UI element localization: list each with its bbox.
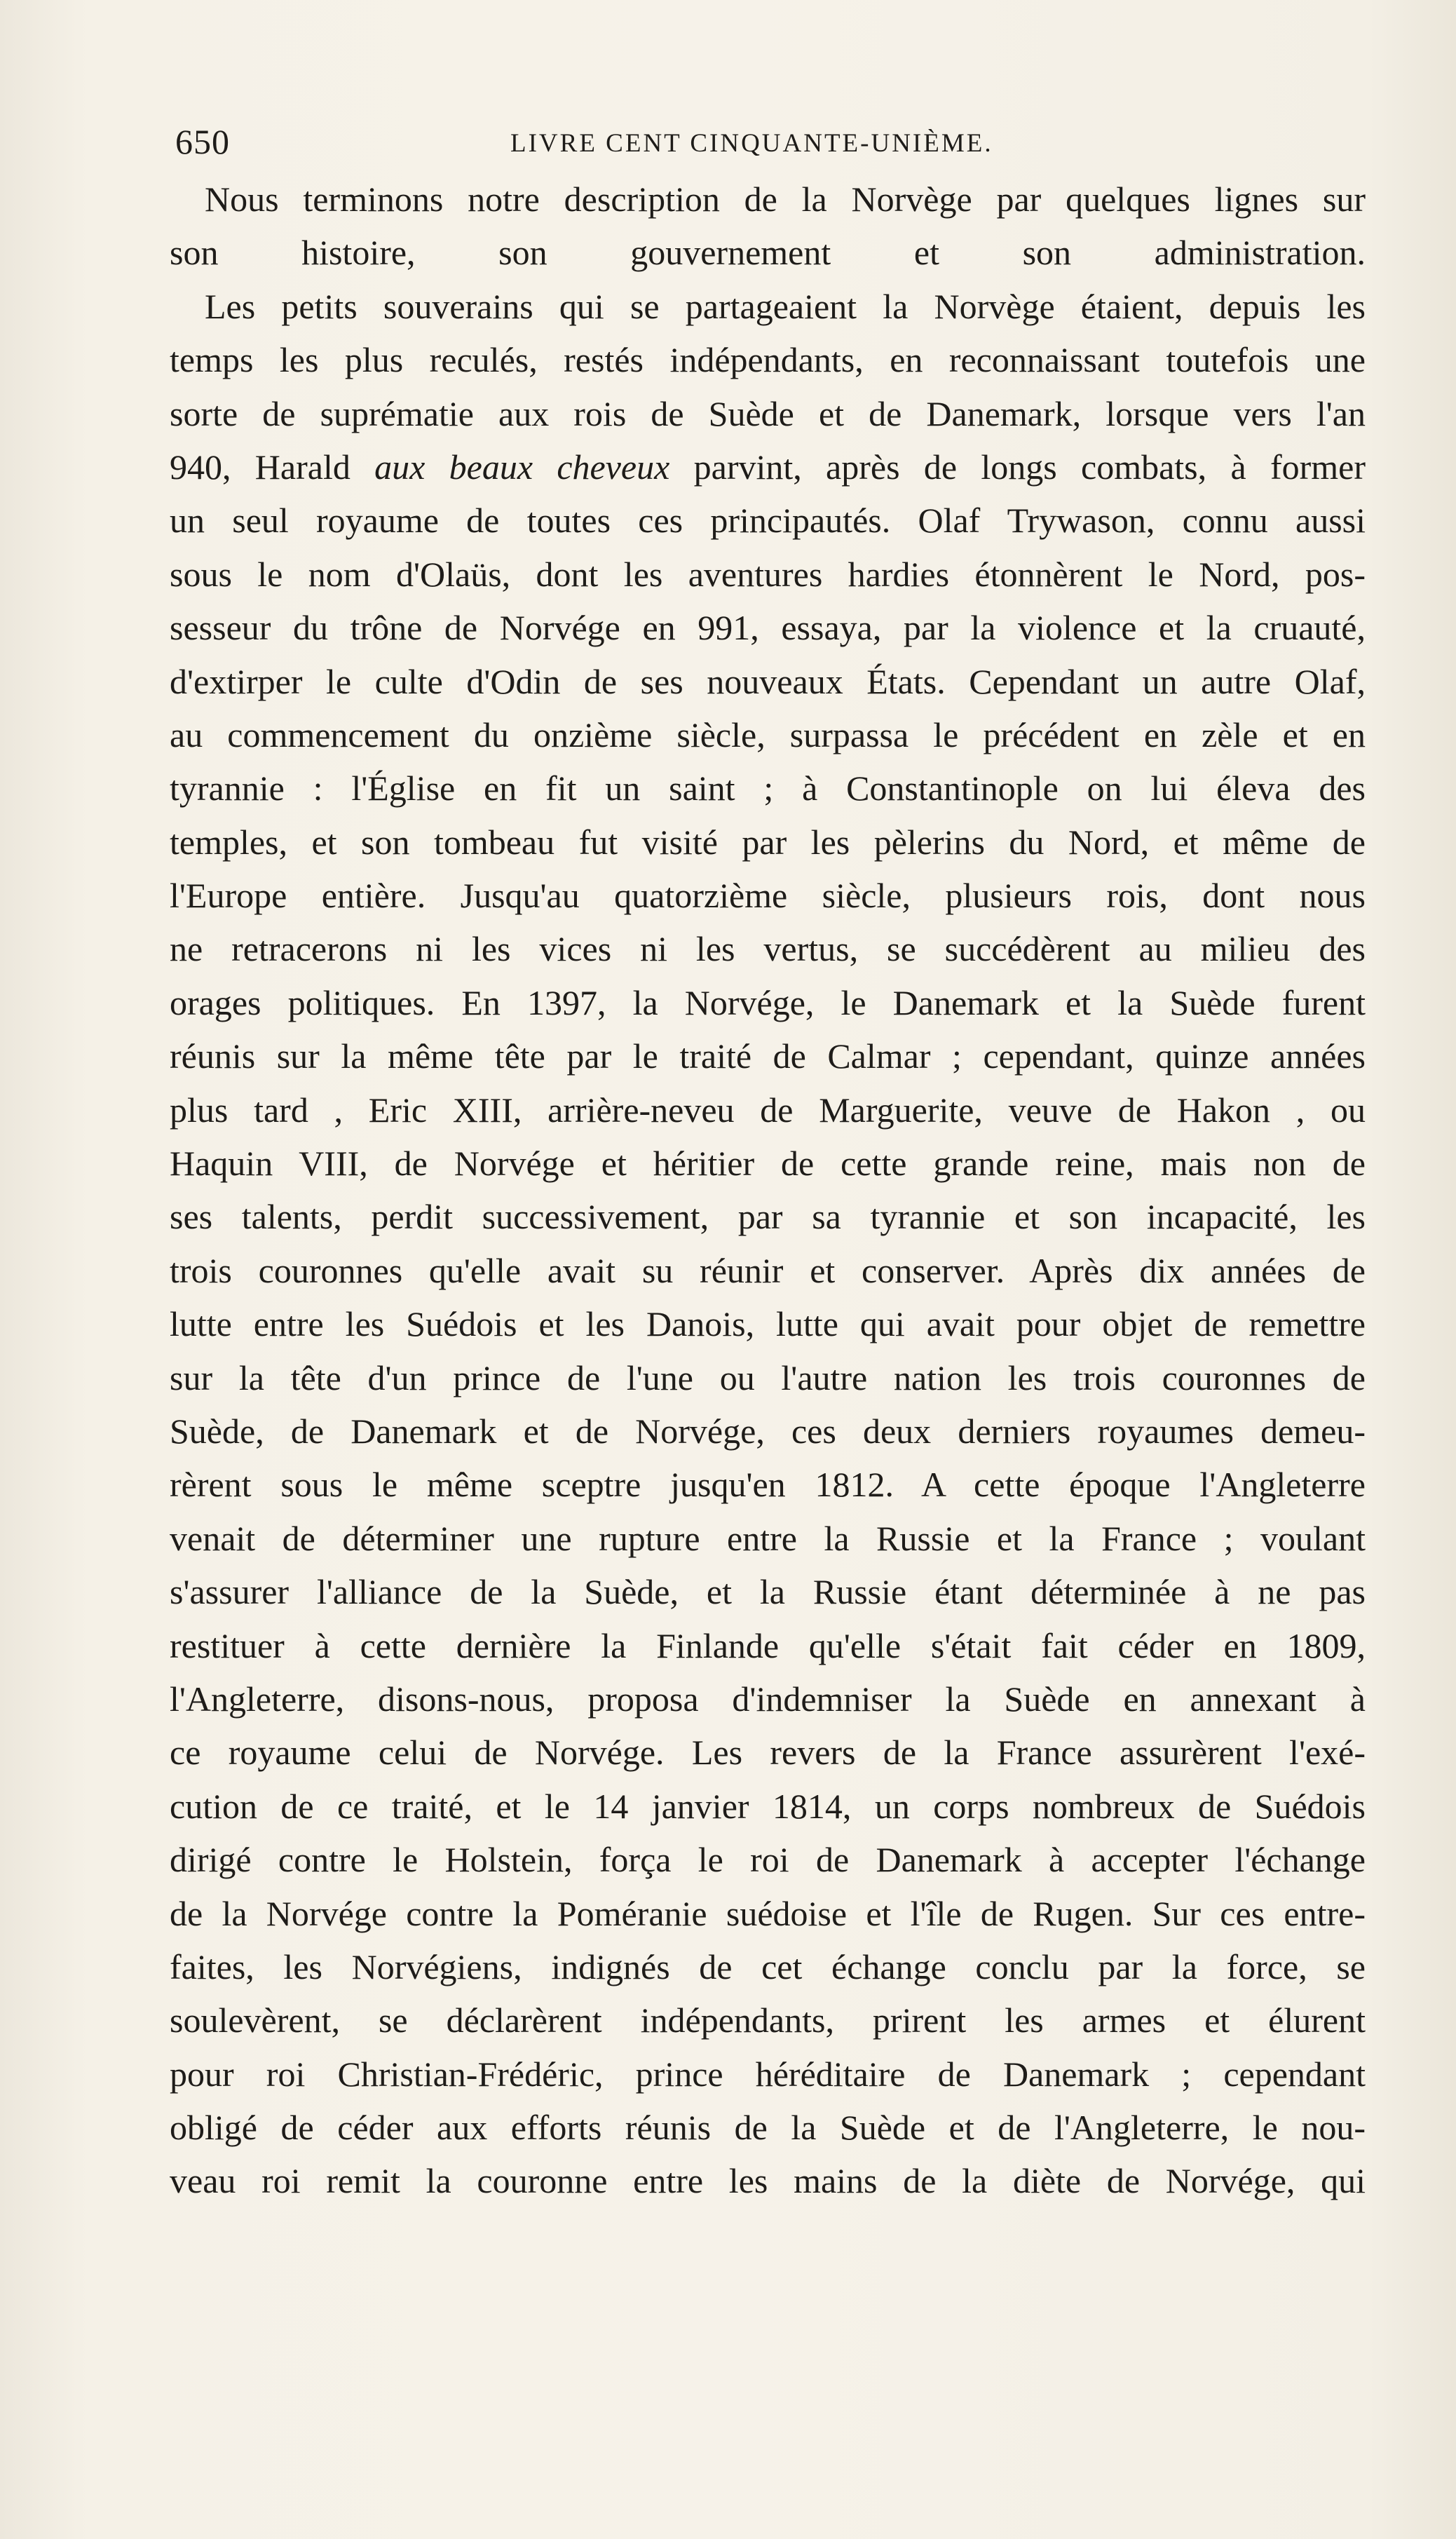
text-line bbox=[170, 440, 1366, 494]
text-line: pour roi Christian-Frédéric, prince héréditaire de Danemark ; cependant bbox=[170, 2054, 1366, 2094]
text-line: Les petits souverains qui se partageaient la Norvège étaient, depuis les bbox=[205, 286, 1366, 326]
text-line: s'assurer l'alliance de la Suède, et la Russie étant déterminée à ne pas bbox=[170, 1572, 1366, 1612]
text-line: tyrannie : l'Église en fit un saint ; à Constantinople on lui éleva des bbox=[170, 769, 1366, 808]
text-line: l'Europe entière. Jusqu'au quatorzième siècle, plusieurs rois, dont nous bbox=[170, 876, 1366, 916]
text-segment: 940, Harald bbox=[170, 447, 375, 487]
italic-phrase: aux beaux cheveux bbox=[374, 447, 670, 487]
text-line: cution de ce traité, et le 14 janvier 1814, un corps nombreux de Suédois bbox=[170, 1786, 1366, 1826]
text-line: au commencement du onzième siècle, surpassa le précédent en zèle et en bbox=[170, 715, 1366, 754]
text-line: obligé de céder aux efforts réunis de la Suède et de l'Angleterre, le nou- bbox=[170, 2108, 1366, 2148]
text-line: lutte entre les Suédois et les Danois, lutte qui avait pour objet de remettre bbox=[170, 1304, 1366, 1344]
running-header bbox=[175, 121, 1367, 163]
running-title: LIVRE CENT CINQUANTE-UNIÈME. bbox=[510, 129, 993, 158]
text-line: sur la tête d'un prince de l'une ou l'autre nation les trois couronnes de bbox=[170, 1357, 1366, 1397]
text-line: rèrent sous le même sceptre jusqu'en 1812. A cette époque l'Angleterre bbox=[170, 1465, 1366, 1505]
text-line: Suède, de Danemark et de Norvége, ces deux derniers royaumes demeu- bbox=[170, 1411, 1366, 1451]
text-line: son histoire, son gouvernement et son administration. bbox=[170, 233, 1366, 273]
text-line: l'Angleterre, disons-nous, proposa d'indemniser la Suède en annexant à bbox=[170, 1679, 1366, 1719]
text-line: soulevèrent, se déclarèrent indépendants, prirent les armes et élurent bbox=[170, 2000, 1366, 2040]
text-line: dirigé contre le Holstein, força le roi de Danemark à accepter l'échange bbox=[170, 1840, 1366, 1880]
text-line: réunis sur la même tête par le traité de Calmar ; cependant, quinze années bbox=[170, 1036, 1366, 1076]
text-line: veau roi remit la couronne entre les mains de la diète de Norvége, qui bbox=[170, 2161, 1366, 2201]
text-line: venait de déterminer une rupture entre la Russie et la France ; voulant bbox=[170, 1518, 1366, 1558]
text-line: faites, les Norvégiens, indignés de cet échange conclu par la force, se bbox=[170, 1946, 1366, 1986]
text-line: sesseur du trône de Norvége en 991, essaya, par la violence et la cruauté, bbox=[170, 608, 1366, 648]
text-line: de la Norvége contre la Poméranie suédoise et l'île de Rugen. Sur ces entre- bbox=[170, 1893, 1366, 1933]
text-line: temples, et son tombeau fut visité par les pèlerins du Nord, et même de bbox=[170, 822, 1366, 862]
body-text bbox=[170, 172, 1366, 2208]
text-line: trois couronnes qu'elle avait su réunir et conserver. Après dix années de bbox=[170, 1250, 1366, 1290]
text-line: ne retracerons ni les vices ni les vertus, se succédèrent au milieu des bbox=[170, 929, 1366, 969]
text-line: orages politiques. En 1397, la Norvége, le Danemark et la Suède furent bbox=[170, 982, 1366, 1022]
page-number: 650 bbox=[175, 122, 230, 161]
text-segment: parvint, après de longs combats, à former bbox=[669, 447, 1366, 487]
text-line: un seul royaume de toutes ces principautés. Olaf Trywason, connu aussi bbox=[170, 501, 1366, 541]
text-line: restituer à cette dernière la Finlande qu'elle s'était fait céder en 1809, bbox=[170, 1625, 1366, 1665]
text-line: Nous terminons notre description de la Norvège par quelques lignes sur bbox=[205, 180, 1366, 219]
text-line: plus tard , Eric XIII, arrière-neveu de Marguerite, veuve de Hakon , ou bbox=[170, 1090, 1366, 1130]
text-line: sous le nom d'Olaüs, dont les aventures hardies étonnèrent le Nord, pos- bbox=[170, 554, 1366, 594]
text-line: temps les plus reculés, restés indépendants, en reconnaissant toutefois une bbox=[170, 340, 1366, 380]
text-line: ses talents, perdit successivement, par sa tyrannie et son incapacité, les bbox=[170, 1197, 1366, 1237]
text-line: ce royaume celui de Norvége. Les revers de la France assurèrent l'exé- bbox=[170, 1733, 1366, 1773]
text-line: sorte de suprématie aux rois de Suède et de Danemark, lorsque vers l'an bbox=[170, 393, 1366, 433]
text-line: Haquin VIII, de Norvége et héritier de cette grande reine, mais non de bbox=[170, 1144, 1366, 1184]
text-line: d'extirper le culte d'Odin de ses nouveaux États. Cependant un autre Olaf, bbox=[170, 661, 1366, 701]
